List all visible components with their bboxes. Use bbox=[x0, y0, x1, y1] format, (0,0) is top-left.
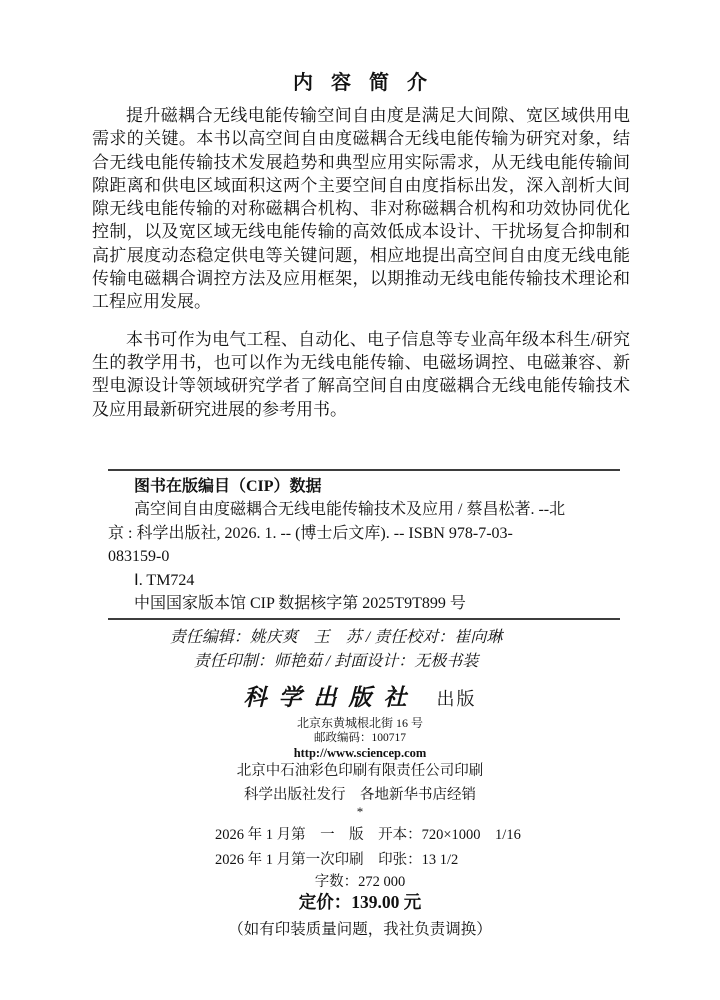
cip-heading: 图书在版编目（CIP）数据 bbox=[134, 478, 322, 495]
distribution-line: 科学出版社发行 各地新华书店经销 bbox=[244, 787, 476, 803]
publisher-brand-line bbox=[0, 684, 720, 713]
cip-isbn-line: 083159-0 bbox=[108, 548, 170, 566]
cip-registry-line: 中国国家版本馆 CIP 数据核字第 2025T9T899 号 bbox=[134, 595, 466, 613]
publisher-block bbox=[0, 684, 720, 761]
publisher-address: 北京东黄城根北街 16 号 bbox=[296, 716, 423, 730]
publisher-brand-suffix: 出版 bbox=[436, 689, 477, 709]
printer-line: 北京中石油彩色印刷有限责任公司印刷 bbox=[236, 763, 484, 779]
price-line: 定价：139.00 元 bbox=[298, 892, 422, 912]
intro-title: 内容简介 bbox=[293, 72, 445, 94]
intro-paragraph-2: 本书可作为电气工程、自动化、电子信息等专业高年级本科生/研究生的教学用书，也可以作为无线电能传输、电磁场调控、电磁兼容、新型电源设计等领域研究学者了解高空间自由度磁耦合无线电能传输技术及应用最新研究进展的参考用书。 bbox=[92, 329, 630, 419]
cip-block bbox=[108, 469, 620, 620]
intro-body bbox=[92, 104, 630, 421]
printing-line: 2026 年 1 月第一次印刷 印张：13 1/2 bbox=[215, 852, 459, 868]
word-count-line: 字数：272 000 bbox=[314, 874, 406, 890]
edition-line: 2026 年 1 月第 一 版 开本：720×1000 1/16 bbox=[215, 827, 521, 843]
publisher-website: http://www.sciencep.com bbox=[293, 746, 427, 760]
intro-paragraph-1: 提升磁耦合无线电能传输空间自由度是满足大间隙、宽区域供用电需求的关键。本书以高空间自由度磁耦合无线电能传输为研究对象，结合无线电能传输技术发展趋势和典型应用实际需求，从无线电能传输间隙距离和供电区域面积这两个主要空间自由度指标出发，深入剖析大间隙无线电能传输的对称磁耦合机构、非对称磁耦合机构和功效协同优化控制，以及宽区域无线电能传输的高效低成本设计、干扰场复合抑制和高扩展度动态稳定供电等关键问题，相应地提出高空间自由度无线电能传输电磁耦合调控方法及应用框架，以期推动无线电能传输技术理论和工程应用发展。 bbox=[92, 106, 630, 312]
publisher-postcode: 邮政编码：100717 bbox=[314, 732, 406, 744]
cip-classification-line: Ⅰ. TM724 bbox=[134, 571, 195, 589]
staff-printing-design-line: 责任印制：师艳茹 / 封面设计：无极书装 bbox=[193, 652, 479, 670]
staff-editors-line: 责任编辑：姚庆爽 王 苏 / 责任校对：崔向琳 bbox=[169, 629, 503, 646]
publisher-brand-logotype: 科学出版社 bbox=[243, 685, 419, 710]
cip-publisher-line: 京 : 科学出版社, 2026. 1. -- (博士后文库). -- ISBN 978-7-03- bbox=[108, 524, 513, 542]
staff-block bbox=[0, 626, 672, 673]
cip-title-line: 高空间自由度磁耦合无线电能传输技术及应用 / 蔡昌松著. --北 bbox=[134, 501, 566, 519]
star-divider: * bbox=[356, 804, 364, 819]
quality-notice-line: （如有印装质量问题，我社负责调换） bbox=[228, 921, 492, 938]
